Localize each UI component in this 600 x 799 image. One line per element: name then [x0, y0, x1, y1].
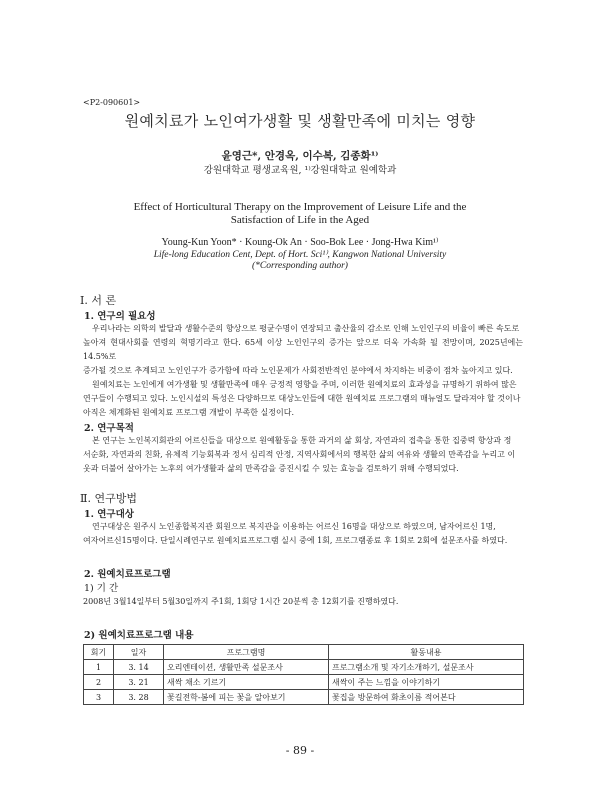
affiliation-english [100, 250, 500, 272]
cell-date: 3. 21 [114, 675, 164, 690]
subheading-purpose: 2. 연구목적 [84, 423, 134, 434]
text-line: 아직은 체계화된 원예치료 프로그램 개발이 부족한 실정이다. [83, 408, 294, 417]
subheading-subjects: 1. 연구대상 [84, 509, 134, 520]
cell-program-name: 새싹 채소 기르기 [164, 675, 329, 690]
text-line: 웃과 더불어 살아가는 노후의 여가생활과 삶의 만족감을 증진시킬 수 있는 효능을 검토하기 위해 수행되었다. [83, 464, 459, 473]
page-number: - 89 - [285, 744, 315, 757]
subheading-program: 2. 원예치료프로그램 [84, 569, 171, 580]
text-line: 우리나라는 의학의 발달과 생활수준의 향상으로 평균수명이 연장되고 출산율의 감소로 인해 노인인구의 비율이 빠른 속도로 [92, 324, 520, 333]
text-line: 연구들이 수행되고 있다. 노인시설의 특성은 다양하므로 대상노인들에 대한 원예치료 프로그램의 매뉴얼도 달라져야 할 것이나 [83, 394, 521, 403]
title-korean: 원예치료가 노인여가생활 및 생활만족에 미치는 영향 [124, 112, 476, 130]
table-header-row [84, 645, 524, 660]
affiliation-english-line2: (*Corresponding author) [252, 261, 348, 271]
header-program-name: 프로그램명 [164, 645, 329, 660]
paragraph-subjects [83, 520, 523, 548]
title-english-line2: Satisfaction of Life in the Aged [230, 214, 370, 226]
table-row [84, 690, 524, 705]
text-line: 서순화, 자연과의 친화, 유체적 기능회복과 정서 심리적 안정, 지역사회에서의 행복한 삶의 여유와 생활의 만족감을 누리고 이 [83, 450, 516, 459]
program-table [83, 644, 524, 705]
paragraph-period [83, 595, 523, 609]
authors-korean: 윤영근*, 안경옥, 이수복, 김종화¹⁾ [221, 150, 379, 162]
text-line: 연구대상은 원주시 노인종합복지관 회원으로 복지관을 이용하는 어르신 16명을 대상으로 하였으며, 남자어르신 1명, [92, 522, 496, 531]
cell-date: 3. 14 [114, 660, 164, 675]
header-session: 회기 [84, 645, 114, 660]
title-english [100, 201, 500, 227]
affiliation-english-line1: Life-long Education Cent, Dept. of Hort. Sci¹⁾, Kangwon National University [153, 250, 447, 260]
subheading-necessity: 1. 연구의 필요성 [84, 311, 156, 322]
text-line: 원예치료는 노인에게 여가생활 및 생활만족에 매우 긍정적 영향을 주며, 이러한 원예치료의 효과성을 규명하기 위하여 많은 [92, 380, 517, 389]
header-date: 일자 [114, 645, 164, 660]
cell-activity: 프로그램소개 및 자기소개하기, 설문조사 [329, 660, 524, 675]
paragraph-necessity [83, 322, 523, 420]
table-row [84, 660, 524, 675]
section-heading-intro: Ⅰ. 서 론 [80, 294, 117, 307]
cell-session: 1 [84, 660, 114, 675]
authors-english: Young-Kun Yoon* · Koung-Ok An · Soo-Bok Lee · Jong-Hwa Kim¹⁾ [161, 237, 439, 248]
header-activity: 활동내용 [329, 645, 524, 660]
text-line: 높아져 현대사회를 연령의 혁명기라고 한다. 65세 이상 노인인구의 증가는 앞으로 더욱 가속화 될 전망이며, 2025년에는 14.5%로 [83, 338, 523, 361]
text-line: 본 연구는 노인복지회관의 어르신들을 대상으로 원예활동을 통한 과거의 삶 회상, 자연과의 접촉을 통한 집중력 향상과 정 [92, 436, 512, 445]
cell-date: 3. 28 [114, 690, 164, 705]
cell-activity: 꽃집을 방문하여 화초이름 적어본다 [329, 690, 524, 705]
paper-code: <P2-090601> [83, 98, 141, 107]
cell-session: 3 [84, 690, 114, 705]
section-heading-methods: Ⅱ. 연구방법 [80, 492, 137, 505]
affiliation-korean: 강원대학교 평생교육원, ¹⁾강원대학교 원예학과 [203, 165, 397, 176]
text-line: 여자어르신15명이다. 단일시례연구로 원예치료프로그램 실시 중에 1회, 프로그램종료 후 1회로 2회에 설문조사를 하였다. [83, 536, 508, 545]
subheading-period: 1) 기 간 [84, 583, 119, 594]
subheading-program-content: 2) 원예치료프로그램 내용 [84, 630, 194, 641]
title-english-line1: Effect of Horticultural Therapy on the Improvement of Leisure Life and the [133, 201, 467, 213]
table-row [84, 675, 524, 690]
text-line: 2008년 3월14일부터 5월30일까지 주1회, 1회당 1시간 20분씩 총 12회기를 진행하였다. [83, 597, 399, 606]
cell-program-name: 오리엔테이션, 생활만족 설문조사 [164, 660, 329, 675]
cell-session: 2 [84, 675, 114, 690]
cell-activity: 새싹이 주는 느낌을 이야기하기 [329, 675, 524, 690]
paragraph-purpose [83, 434, 523, 476]
cell-program-name: 꽃길전학-봄에 피는 꽃을 알아보기 [164, 690, 329, 705]
text-line: 증가될 것으로 추계되고 노인인구가 증가함에 따라 노인문제가 사회전반적인 분야에서 차지하는 비중이 점차 높아지고 있다. [83, 366, 513, 375]
